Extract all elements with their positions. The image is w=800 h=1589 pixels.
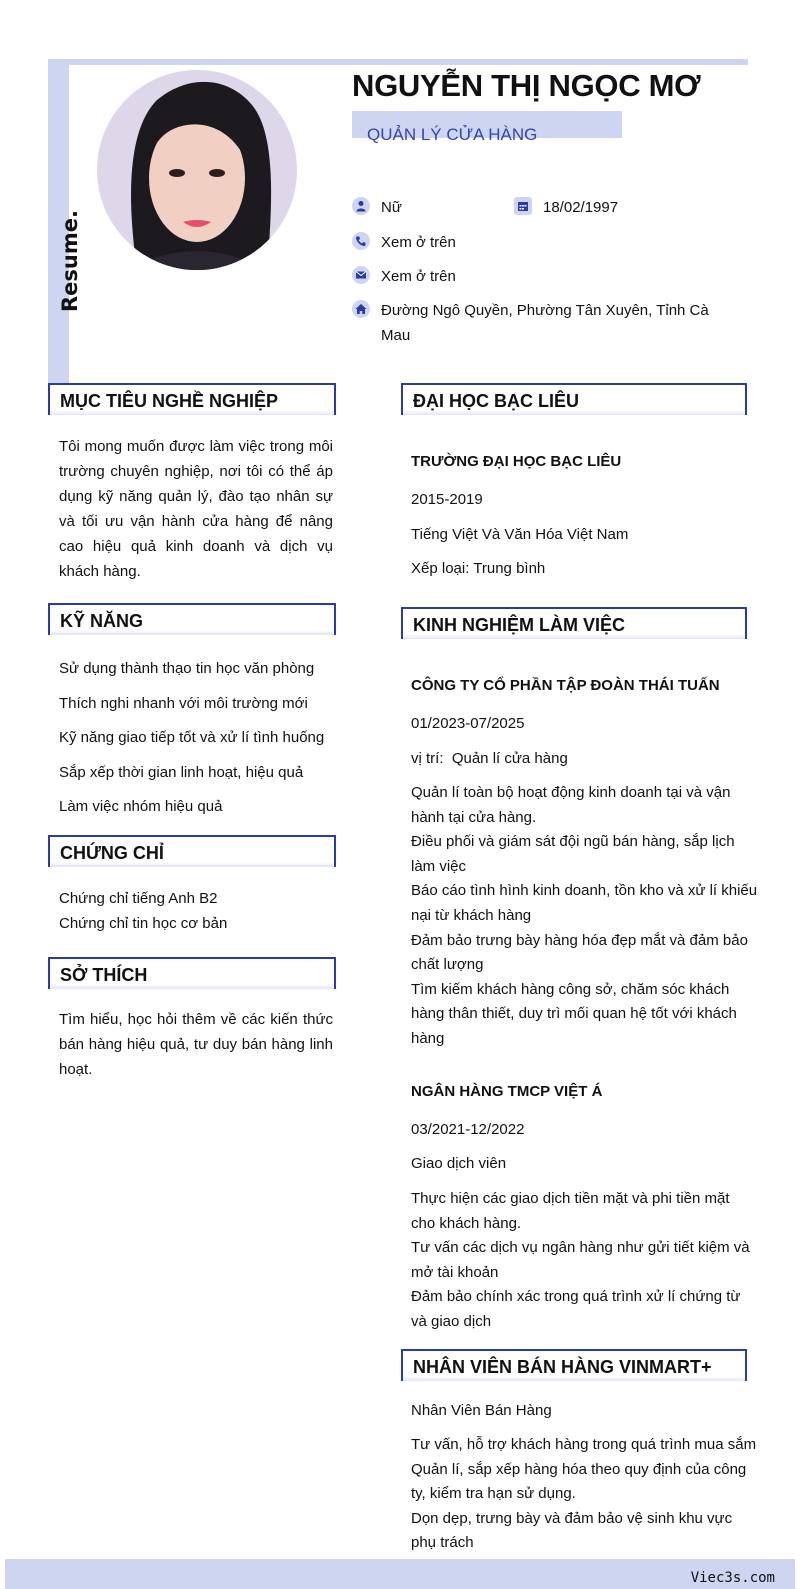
- job-title: QUẢN LÝ CỬA HÀNG: [367, 125, 538, 144]
- skill-item: Sắp xếp thời gian linh hoạt, hiệu quả: [59, 764, 304, 781]
- duty-line: và giao dịch: [411, 1313, 492, 1330]
- gender-value: Nữ: [381, 199, 402, 216]
- duty-line: Đảm bảo trưng bày hàng hóa đẹp mắt và đảm bảo: [411, 932, 748, 949]
- company-name: NGÂN HÀNG TMCP VIỆT Á: [411, 1083, 603, 1100]
- person-icon: [352, 197, 370, 215]
- resume-label: Resume.: [58, 210, 82, 312]
- job3-heading: NHÂN VIÊN BÁN HÀNG VINMART+: [401, 1349, 747, 1381]
- profile-photo: [97, 70, 297, 270]
- duty-line: hàng: [411, 1030, 445, 1047]
- duty-line: chất lượng: [411, 956, 484, 973]
- duty-line: Quản lí toàn bộ hoạt động kinh doanh tại và vận: [411, 784, 731, 801]
- duty-line: Điều phối và giám sát đội ngũ bán hàng, sắp lịch: [411, 833, 735, 850]
- duty-line: Thực hiện các giao dịch tiền mặt và phi tiền mặt: [411, 1190, 730, 1207]
- duty-line: hàng thân thiết, duy trì mối quan hệ tốt với khách: [411, 1005, 737, 1022]
- duty-line: Tìm kiếm khách hàng công sở, chăm sóc khách: [411, 981, 730, 998]
- job-position: Giao dịch viên: [411, 1155, 507, 1172]
- skill-item: Sử dụng thành thạo tin học văn phòng: [59, 660, 315, 677]
- certificate-item: Chứng chỉ tin học cơ bản: [59, 915, 228, 932]
- footer-brand: Viec3s.com: [690, 1570, 775, 1586]
- duty-line: Tư vấn, hỗ trợ khách hàng trong quá trình mua sắm: [411, 1436, 757, 1453]
- footer-bar: [5, 1559, 795, 1589]
- home-icon: [352, 300, 370, 318]
- company-name: CÔNG TY CỔ PHẦN TẬP ĐOÀN THÁI TUẤN: [411, 677, 720, 694]
- address-line-1: Đường Ngô Quyền, Phường Tân Xuyên, Tỉnh Cà: [381, 302, 709, 319]
- objective-heading: MỤC TIÊU NGHỀ NGHIỆP: [48, 383, 336, 415]
- experience-heading: KINH NGHIỆM LÀM VIỆC: [401, 607, 747, 639]
- education-period: 2015-2019: [411, 491, 483, 508]
- calendar-icon: [514, 197, 532, 215]
- hobbies-heading: SỞ THÍCH: [48, 957, 336, 989]
- duty-line: làm việc: [411, 858, 467, 875]
- hobbies-text: Tìm hiểu, học hỏi thêm về các kiến thức bán hàng hiệu quả, tư duy bán hàng linh hoạt.: [59, 1011, 333, 1078]
- duty-line: mở tài khoản: [411, 1264, 499, 1281]
- avatar-portrait-icon: [97, 70, 297, 270]
- job-position: Nhân Viên Bán Hàng: [411, 1402, 552, 1419]
- address-line-2: Mau: [381, 327, 411, 344]
- duty-line: phụ trách: [411, 1534, 474, 1551]
- duty-line: Dọn dẹp, trưng bày và đảm bảo vệ sinh khu vực: [411, 1510, 733, 1527]
- duty-line: Quản lí, sắp xếp hàng hóa theo quy định của công: [411, 1461, 747, 1478]
- job-period: 01/2023-07/2025: [411, 715, 525, 732]
- education-heading: ĐẠI HỌC BẠC LIÊU: [401, 383, 747, 415]
- phone-icon: [352, 232, 370, 250]
- skill-item: Thích nghi nhanh với môi trường mới: [59, 695, 308, 712]
- certificates-heading: CHỨNG CHỈ: [48, 835, 336, 867]
- duty-line: ty, kiểm tra hạn sử dụng.: [411, 1485, 576, 1502]
- duty-line: nại từ khách hàng: [411, 907, 532, 924]
- skill-item: Kỹ năng giao tiếp tốt và xử lí tình huống: [59, 729, 325, 746]
- duty-line: Tư vấn các dịch vụ ngân hàng như gửi tiết kiệm và: [411, 1239, 750, 1256]
- job-period: 03/2021-12/2022: [411, 1121, 525, 1138]
- certificate-item: Chứng chỉ tiếng Anh B2: [59, 890, 218, 907]
- duty-line: hành tại cửa hàng.: [411, 809, 537, 826]
- duty-line: Đảm bảo chính xác trong quá trình xử lí chứng từ: [411, 1288, 741, 1305]
- school-name: TRƯỜNG ĐẠI HỌC BẠC LIÊU: [411, 453, 622, 470]
- candidate-name: NGUYỄN THỊ NGỌC MƠ: [352, 68, 701, 103]
- objective-text: Tôi mong muốn được làm việc trong môi trường chuyên nghiệp, nơi tôi có thể áp dụng kỹ năng quản lý, đào tạo nhân sự và tối ưu vận hành cửa hàng để nâng cao hiệu quả kinh doanh và dịch vụ khách hàng.: [59, 438, 333, 580]
- email-icon: [352, 266, 370, 284]
- skill-item: Làm việc nhóm hiệu quả: [59, 798, 223, 815]
- email-value: Xem ở trên: [381, 268, 456, 285]
- duty-line: Báo cáo tình hình kinh doanh, tồn kho và xử lí khiếu: [411, 882, 758, 899]
- education-major: Tiếng Việt Và Văn Hóa Việt Nam: [411, 526, 629, 543]
- phone-value: Xem ở trên: [381, 234, 456, 251]
- duty-line: cho khách hàng.: [411, 1215, 522, 1232]
- education-grade: Xếp loại: Trung bình: [411, 560, 546, 577]
- top-accent-bar: [48, 59, 748, 65]
- job-position: vị trí: Quản lí cửa hàng: [411, 750, 568, 767]
- birthdate-value: 18/02/1997: [543, 199, 619, 216]
- skills-heading: KỸ NĂNG: [48, 603, 336, 635]
